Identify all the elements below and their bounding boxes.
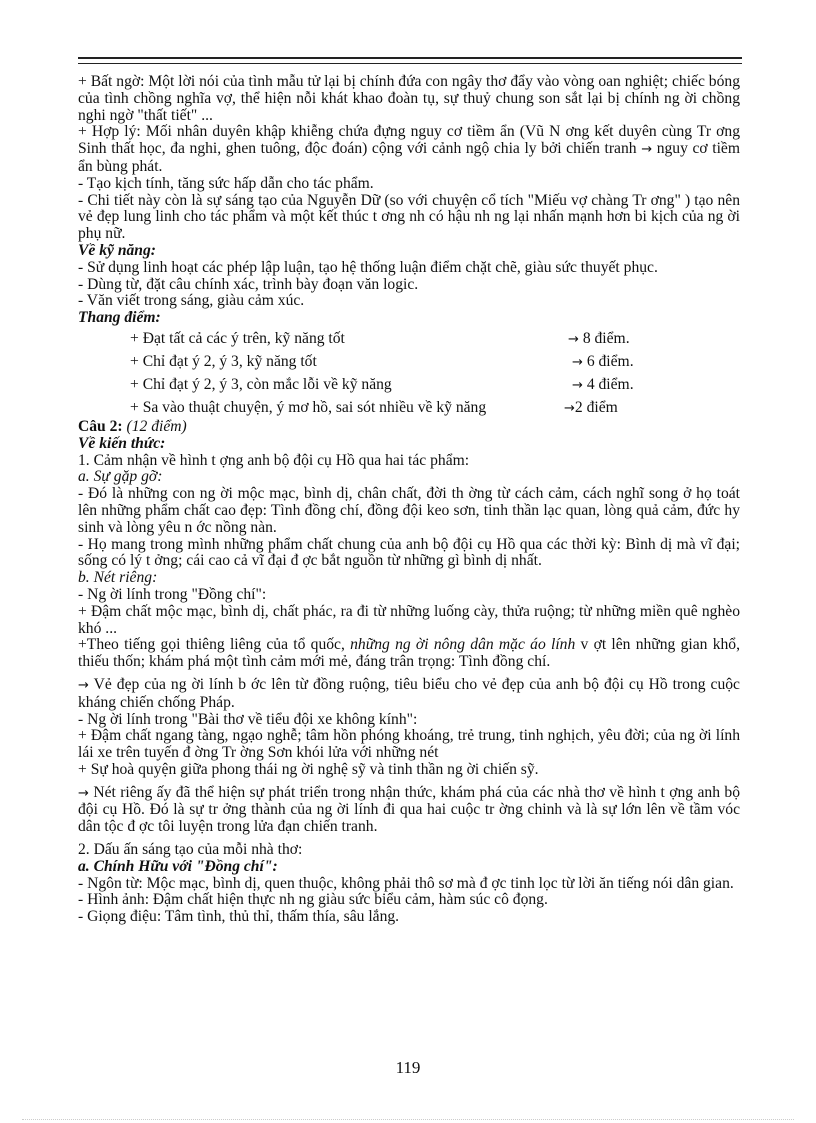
arrow-right-icon: → — [572, 377, 583, 393]
paragraph: → Vẻ đẹp của ng ời lính b ớc lên từ đồng ruộng, tiêu biểu cho vẻ đẹp của anh bộ đội cụ Hồ trong cuộc kháng chiến chống Pháp. — [78, 675, 740, 711]
paragraph: - Chi tiết này còn là sự sáng tạo của Nguyễn Dữ (so với chuyện cổ tích "Miếu vợ chàng Tr ơng" ) tạo nên vẻ đẹp lung linh cho tác phẩm và một kết thúc t ơng nh có hậu nh ng lại nhấn mạnh hơn bi kịch của ng ời phụ nữ. — [78, 191, 740, 243]
score-row: + Chỉ đạt ý 2, ý 3, còn mắc lỗi về kỹ năng → 4 điểm. — [130, 375, 634, 393]
score-row: + Đạt tất cả các ý trên, kỹ năng tốt → 8 điểm. — [130, 329, 630, 347]
paragraph: - Sử dụng linh hoạt các phép lập luận, tạo hệ thống luận điểm chặt chẽ, giàu sức thuyết phục. — [78, 258, 658, 276]
paragraph: 1. Cảm nhận về hình t ợng anh bộ đội cụ Hồ qua hai tác phẩm: — [78, 451, 470, 469]
subheading: a. Sự gặp gỡ: — [78, 468, 163, 486]
arrow-right-icon: → — [641, 142, 653, 158]
question-heading: Câu 2: (12 điểm) — [78, 417, 187, 435]
arrow-right-icon: → — [568, 331, 579, 347]
subheading: b. Nét riêng: — [78, 569, 158, 587]
paragraph: - Hình ảnh: Đậm chất hiện thực nh ng giàu sức biểu cảm, hàm súc cô đọng. — [78, 891, 548, 909]
footer-dotted-line — [22, 1119, 794, 1120]
paragraph: +Theo tiếng gọi thiêng liêng của tổ quốc, những ng ời nông dân mặc áo lính v ợt lên những gian khổ, thiếu thốn; khám phá một tình cảm mới mẻ, đáng trân trọng: Tình đồng chí. — [78, 636, 741, 671]
paragraph: + Sự hoà quyện giữa phong thái ng ời nghệ sỹ và tinh thần ng ời chiến sỹ. — [78, 760, 539, 778]
paragraph: - Giọng điệu: Tâm tình, thủ thỉ, thấm thía, sâu lắng. — [78, 908, 400, 926]
paragraph: - Ngôn từ: Mộc mạc, bình dị, quen thuộc, không phải thô sơ mà đ ợc tinh lọc từ lời ăn tiếng nói dân gian. — [78, 874, 734, 892]
section-heading: Về kiến thức: — [78, 434, 166, 452]
score-row: + Sa vào thuật chuyện, ý mơ hồ, sai sót nhiều về kỹ năng →2 điểm — [130, 398, 618, 416]
page-number: 119 — [395, 1058, 421, 1077]
paragraph: 2. Dấu ấn sáng tạo của mỗi nhà thơ: — [78, 841, 303, 859]
paragraph: + Hợp lý: Mối nhân duyên khập khiễng chứa đựng nguy cơ tiềm ẩn (Vũ N ơng kết duyên cùng Tr ơng Sinh thất học, đa nghi, ghen tuông, độc đoán) cộng với cảnh ngộ chia ly bởi chiến tranh → nguy cơ tiềm ẩn bùng phát. — [78, 123, 740, 175]
paragraph: - Đó là những con ng ời mộc mạc, bình dị, chân chất, đời th ờng từ cách cảm, cách nghĩ song ở họ toát lên những phẩm chất cao đẹp: Tình đồng chí, đồng đội keo sơn, tinh thần lạc quan, lòng quả cảm, đức hy sinh và lòng yêu n ớc nồng nàn. — [78, 485, 740, 536]
header-rule-thick — [78, 57, 742, 59]
arrow-right-icon: → — [572, 354, 583, 370]
paragraph: → Nét riêng ấy đã thể hiện sự phát triển trong nhận thức, khám phá của các nhà thơ về hình t ợng anh bộ đội cụ Hồ. Đó là sự tr ởng thành của ng ời lính đi qua hai cuộc tr ờng chinh và là sự lớn lên về tầm vóc dân tộc đ ợc tôi luyện trong lửa đạn chiến tranh. — [78, 783, 740, 836]
page-body — [78, 74, 740, 926]
paragraph: + Đậm chất ngang tàng, ngạo nghễ; tâm hồn phóng khoáng, trẻ trung, tinh nghịch, yêu đời; của ng ời lính lái xe trên tuyến đ ờng Tr ờng Sơn khói lửa với những nét — [78, 727, 740, 762]
score-row: + Chỉ đạt ý 2, ý 3, kỹ năng tốt → 6 điểm. — [130, 352, 634, 370]
arrow-right-icon: → — [78, 785, 89, 801]
paragraph: - Ng ời lính trong "Đồng chí": — [78, 585, 267, 603]
paragraph: - Họ mang trong mình những phẩm chất chung của anh bộ đội cụ Hồ qua các thời kỳ: Bình dị mà vĩ đại; sống có lý t ởng; cái cao cả vĩ đại đ ợc bắt nguồn từ những gì bình dị nhất. — [78, 535, 740, 570]
arrow-right-icon: → — [78, 677, 89, 693]
paragraph: - Dùng từ, đặt câu chính xác, trình bày đoạn văn logic. — [78, 275, 419, 293]
paragraph: - Văn viết trong sáng, giàu cảm xúc. — [78, 292, 305, 310]
paragraph: + Đậm chất mộc mạc, bình dị, chất phác, ra đi từ những luống cày, thửa ruộng; từ những miền quê nghèo khó ... — [78, 602, 740, 637]
header-rule-thin — [78, 63, 742, 64]
paragraph: - Ng ời lính trong "Bài thơ về tiểu đội xe không kính": — [78, 710, 418, 728]
paragraph: - Tạo kịch tính, tăng sức hấp dẫn cho tác phẩm. — [78, 174, 374, 192]
section-heading: a. Chính Hữu với "Đồng chí": — [78, 857, 278, 875]
arrow-right-icon: → — [564, 400, 575, 416]
section-heading: Thang điểm: — [78, 309, 161, 327]
section-heading: Về kỹ năng: — [78, 241, 156, 259]
paragraph: + Bất ngờ: Một lời nói của tình mẫu tử lại bị chính đứa con ngây thơ đẩy vào vòng oan nghiệt; chiếc bóng của tình chồng nghĩa vợ, thể hiện nỗi khát khao đoàn tụ, sự thuỷ chung son sắt lại bị chính ng ời chồng nghi ngờ "thất tiết" ... — [78, 73, 740, 124]
